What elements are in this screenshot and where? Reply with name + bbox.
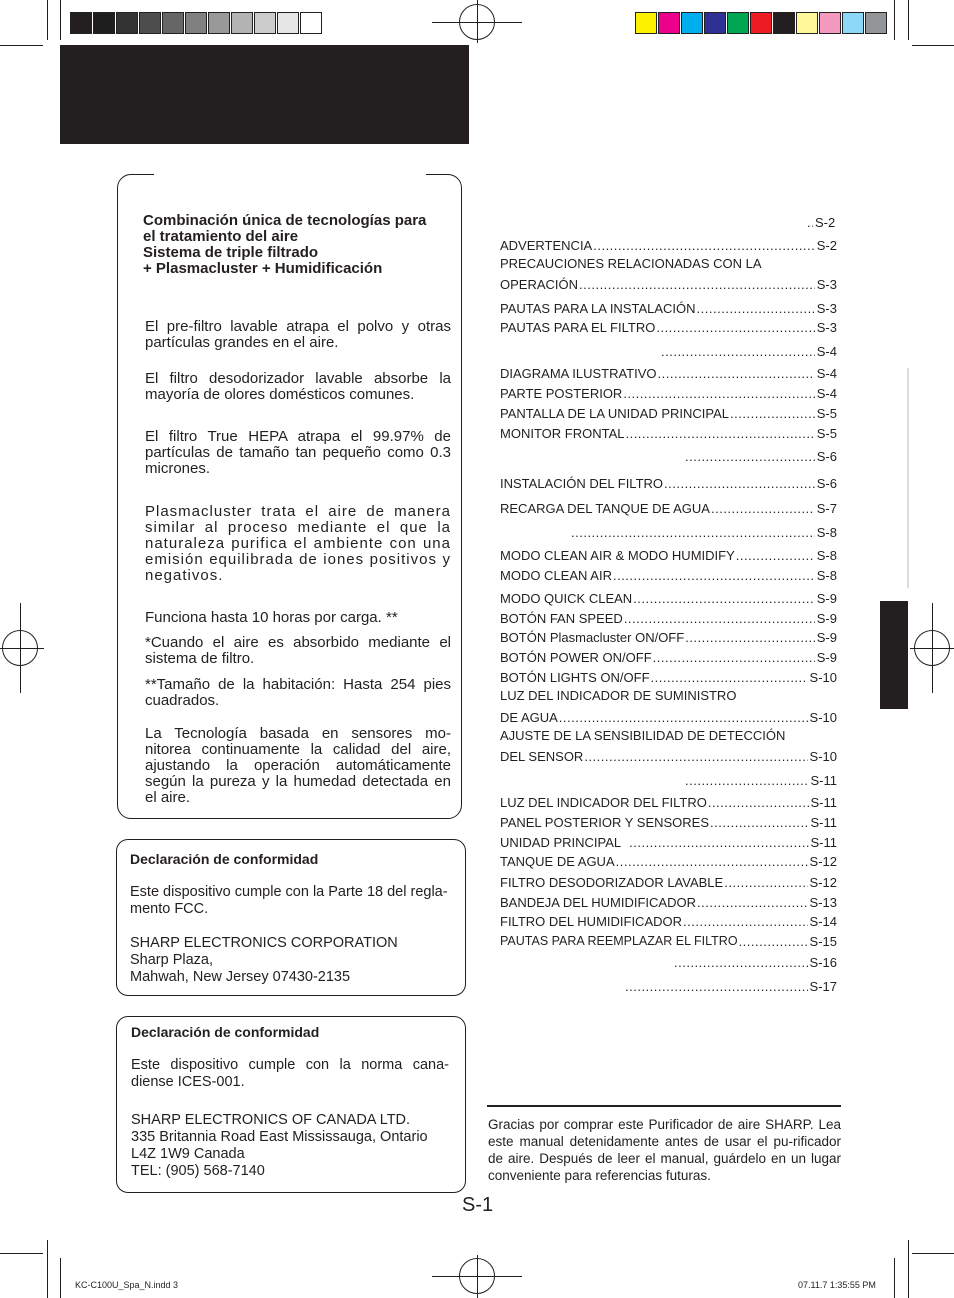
toc-title: TANQUE DE AGUA	[500, 854, 615, 869]
thanks-text: Gracias por comprar este Purificador de aire SHARP. Lea este manual detenidamente antes de usar el pu-rificador de aire. Después de leer el manual, guárdelo en un lugar conveniente para referencias futuras.	[488, 1117, 841, 1183]
crop-mark-br-v2	[894, 1258, 895, 1298]
feature-plasmacluster: Plasmacluster trata el aire de manera similar al proceso mediante el que la naturaleza purifica el ambiente con una emisión equilibrada de iones positivos y negativos.	[145, 503, 451, 584]
toc-row[interactable]	[500, 474, 837, 491]
toc-title: PAUTAS PARA REEMPLAZAR EL FILTRO	[500, 934, 738, 948]
toc-row[interactable]	[500, 499, 837, 516]
crop-mark-tr-v	[908, 0, 909, 40]
gray-swatch	[162, 12, 184, 34]
color-swatch	[796, 12, 818, 34]
toc-page: S-14	[809, 914, 837, 929]
toc-page: S-16	[809, 955, 837, 970]
toc-title: RECARGA DEL TANQUE DE AGUA	[500, 501, 710, 516]
color-swatch	[842, 12, 864, 34]
gray-swatch	[116, 12, 138, 34]
toc-page: S-7	[816, 501, 837, 516]
toc-page: S-6	[816, 476, 837, 491]
toc-title: MODO CLEAN AIR	[500, 568, 612, 583]
toc-page: S-10	[809, 749, 837, 764]
toc-title: FILTRO DEL HUMIDIFICADOR	[500, 914, 683, 929]
conformity-ca-phone: TEL: (905) 568-7140	[131, 1163, 265, 1179]
toc-page: S-9	[816, 611, 837, 626]
toc-row[interactable]	[500, 236, 837, 253]
color-swatch	[819, 12, 841, 34]
toc-row[interactable]	[500, 299, 837, 316]
crop-mark-tr-h	[912, 45, 954, 46]
conformity-us-title: Declaración de conformidad	[130, 851, 319, 867]
gray-swatch	[254, 12, 276, 34]
toc-row[interactable]	[500, 833, 837, 850]
toc-page: S-11	[810, 795, 837, 810]
color-swatch	[704, 12, 726, 34]
conformity-us-company: SHARP ELECTRONICS CORPORATION	[130, 935, 398, 951]
grayscale-bar	[70, 12, 323, 34]
registration-mark-left-h	[0, 648, 44, 649]
toc-page: S-4	[816, 366, 837, 381]
toc-title: INSTALACIÓN DEL FILTRO	[500, 476, 664, 491]
toc-title: OPERACIÓN	[500, 277, 579, 292]
toc-title: BOTÓN POWER ON/OFF	[500, 650, 652, 665]
conformity-ca-body: Este dispositivo cumple con la norma cana-diense ICES-001.	[131, 1057, 449, 1090]
toc-row[interactable]	[500, 424, 837, 441]
toc-title: PAUTAS PARA EL FILTRO	[500, 320, 656, 335]
gray-swatch	[93, 12, 115, 34]
slug-file: KC-C100U_Spa_N.indd 3	[75, 1280, 179, 1290]
toc-row[interactable]	[500, 364, 837, 381]
toc-page: S-3	[816, 277, 837, 292]
feature-note-2: **Tamaño de la habitación: Hasta 254 pies cuadrados.	[145, 676, 451, 709]
toc-page: S-10	[809, 710, 837, 725]
toc-page: S-2	[816, 238, 837, 253]
color-swatch	[635, 12, 657, 34]
gray-swatch	[70, 12, 92, 34]
features-heading-line-3: Sistema de triple filtrado	[143, 244, 319, 261]
crop-mark-br-h	[912, 1253, 954, 1254]
panel-title-gap	[154, 172, 426, 178]
toc-page: S-10	[809, 670, 837, 685]
toc-title: PANEL POSTERIOR Y SENSORES	[500, 815, 710, 830]
crop-mark-tl-h	[0, 45, 43, 46]
color-bar	[635, 12, 888, 34]
toc-title: MODO CLEAN AIR & MODO HUMIDIFY	[500, 548, 735, 563]
toc-page: S-4	[816, 386, 837, 401]
registration-mark-top-v	[477, 0, 478, 43]
side-tab-guide	[907, 368, 909, 588]
crop-mark-bl-h	[0, 1253, 43, 1254]
toc-row[interactable]	[500, 977, 837, 994]
toc-row[interactable]	[500, 628, 837, 645]
feature-sensor: La Tecnología basada en sensores mo-nitorea continuamente la calidad del aire, ajustando la operación automáticamente según la pureza y la humedad detectada en el aire.	[145, 725, 451, 806]
toc-title: BOTÓN Plasmacluster ON/OFF	[500, 630, 685, 645]
registration-mark-left-v	[20, 603, 21, 693]
color-swatch	[681, 12, 703, 34]
feature-hepa: El filtro True HEPA atrapa el 99.97% de partículas de tamaño tan pequeño como 0.3 micrones.	[145, 428, 451, 477]
features-heading-line-4: + Plasmacluster + Humidificación	[143, 260, 383, 277]
toc-page: S-13	[809, 895, 837, 910]
gray-swatch	[185, 12, 207, 34]
slug-timestamp: 07.11.7 1:35:55 PM	[798, 1280, 876, 1290]
toc-row[interactable]	[500, 793, 837, 810]
toc-title: PARTE POSTERIOR	[500, 386, 623, 401]
toc-row[interactable]	[500, 566, 837, 583]
toc-row[interactable]	[500, 609, 837, 626]
toc-row[interactable]	[500, 771, 837, 788]
toc-row[interactable]	[500, 213, 837, 230]
toc-page: S-3	[816, 320, 837, 335]
feature-deodorizer: El filtro desodorizador lavable absorbe la mayoría de olores domésticos comunes.	[145, 370, 451, 403]
toc-page: S-5	[816, 406, 837, 421]
toc-page: S-11	[810, 773, 837, 788]
toc-row[interactable]	[500, 813, 837, 830]
feature-prefilter: El pre-filtro lavable atrapa el polvo y otras partículas grandes en el aire.	[145, 318, 451, 351]
toc-row[interactable]	[500, 589, 837, 606]
toc-row[interactable]	[500, 708, 837, 725]
toc-row[interactable]	[500, 546, 837, 563]
toc-page: S-12	[809, 854, 837, 869]
gray-swatch	[139, 12, 161, 34]
features-heading-line-1: Combinación única de tecnologías para	[143, 212, 427, 229]
feature-runtime: Funciona hasta 10 horas por carga. **	[145, 609, 398, 626]
toc-row[interactable]	[500, 893, 837, 910]
toc-title: UNIDAD PRINCIPAL	[500, 835, 622, 850]
toc-page: S-9	[816, 630, 837, 645]
gray-swatch	[208, 12, 230, 34]
toc-row[interactable]	[500, 447, 837, 464]
toc-row[interactable]	[500, 953, 837, 970]
conformity-ca-title: Declaración de conformidad	[131, 1024, 320, 1040]
conformity-ca-address-2: L4Z 1W9 Canada	[131, 1146, 245, 1162]
toc-page: S-6	[816, 449, 837, 464]
header-bar	[60, 45, 469, 144]
toc-page: S-8	[816, 525, 837, 540]
toc-row[interactable]	[500, 852, 837, 869]
gray-swatch	[300, 12, 322, 34]
toc-title-line: LUZ DEL INDICADOR DE SUMINISTRO	[500, 688, 737, 703]
toc-title: DIAGRAMA ILUSTRATIVO	[500, 366, 657, 381]
conformity-us-address-1: Sharp Plaza,	[130, 952, 214, 968]
crop-mark-bl-v2	[60, 1258, 61, 1298]
toc-row[interactable]	[500, 404, 837, 421]
toc-title: FILTRO DESODORIZADOR LAVABLE	[500, 875, 724, 890]
toc-row[interactable]	[500, 318, 837, 335]
conformity-ca-company: SHARP ELECTRONICS OF CANADA LTD.	[131, 1112, 411, 1128]
toc-page: S-11	[810, 815, 837, 830]
toc-page: S-9	[816, 591, 837, 606]
toc-row[interactable]	[500, 384, 837, 401]
toc-title: BOTÓN LIGHTS ON/OFF	[500, 670, 650, 685]
features-heading	[143, 213, 455, 277]
crop-mark-br-v	[908, 1240, 909, 1298]
toc-title: LUZ DEL INDICADOR DEL FILTRO	[500, 795, 707, 810]
toc-title: PAUTAS PARA LA INSTALACIÓN	[500, 301, 696, 316]
feature-note-1: *Cuando el aire es absorbido mediante el sistema de filtro.	[145, 634, 451, 667]
language-side-tab	[880, 601, 908, 709]
registration-mark-right-v	[932, 603, 933, 693]
crop-mark-tr-v2	[894, 0, 895, 40]
toc-page: S-3	[816, 301, 837, 316]
color-swatch	[773, 12, 795, 34]
toc-title: BOTÓN FAN SPEED	[500, 611, 623, 626]
color-swatch	[658, 12, 680, 34]
toc-page: S-12	[809, 875, 837, 890]
toc-row[interactable]	[500, 747, 837, 764]
toc-title-line: AJUSTE DE LA SENSIBILIDAD DE DETECCIÓN	[500, 728, 786, 743]
thanks-rule	[487, 1105, 841, 1107]
gray-swatch	[231, 12, 253, 34]
toc-page: S-5	[816, 426, 837, 441]
toc-page: S-8	[816, 568, 837, 583]
toc-title: ADVERTENCIA	[500, 238, 593, 253]
conformity-ca-address-1: 335 Britannia Road East Mississauga, Ontario	[131, 1129, 428, 1145]
toc-title: DEL SENSOR	[500, 749, 584, 764]
toc-page: S-17	[809, 979, 837, 994]
toc-row[interactable]	[500, 932, 837, 949]
toc-page: S-2	[815, 215, 836, 230]
toc-title: MODO QUICK CLEAN	[500, 591, 633, 606]
toc-page: S-11	[810, 835, 837, 850]
crop-mark-bl-v	[47, 1240, 48, 1298]
features-heading-line-2: el tratamiento del aire	[143, 228, 299, 245]
crop-mark-tl-v	[47, 0, 48, 40]
toc-row[interactable]	[500, 668, 837, 685]
conformity-us-body: Este dispositivo cumple con la Parte 18 del regla-mento FCC.	[130, 884, 448, 917]
conformity-us-address-2: Mahwah, New Jersey 07430-2135	[130, 969, 351, 985]
page-number: S-1	[462, 1194, 494, 1216]
toc-row[interactable]	[500, 342, 837, 359]
color-swatch	[750, 12, 772, 34]
gray-swatch	[277, 12, 299, 34]
crop-mark-tl-v2	[60, 0, 61, 40]
color-swatch	[727, 12, 749, 34]
toc-page: S-4	[816, 344, 837, 359]
color-swatch	[865, 12, 887, 34]
toc-title-line: PRECAUCIONES RELACIONADAS CON LA	[500, 256, 762, 271]
toc-page: S-15	[809, 934, 837, 949]
toc-row[interactable]	[500, 873, 837, 890]
toc-row[interactable]	[500, 912, 837, 929]
registration-mark-bottom-v	[477, 1255, 478, 1298]
toc-page: S-8	[816, 548, 837, 563]
toc-title: DE AGUA	[500, 710, 558, 725]
toc-row[interactable]	[500, 648, 837, 665]
toc-row[interactable]	[500, 275, 837, 292]
toc-page: S-9	[816, 650, 837, 665]
toc-title: MONITOR FRONTAL	[500, 426, 625, 441]
toc-row[interactable]	[500, 523, 837, 540]
toc-title: BANDEJA DEL HUMIDIFICADOR	[500, 895, 696, 910]
toc-title: PANTALLA DE LA UNIDAD PRINCIPAL	[500, 406, 730, 421]
